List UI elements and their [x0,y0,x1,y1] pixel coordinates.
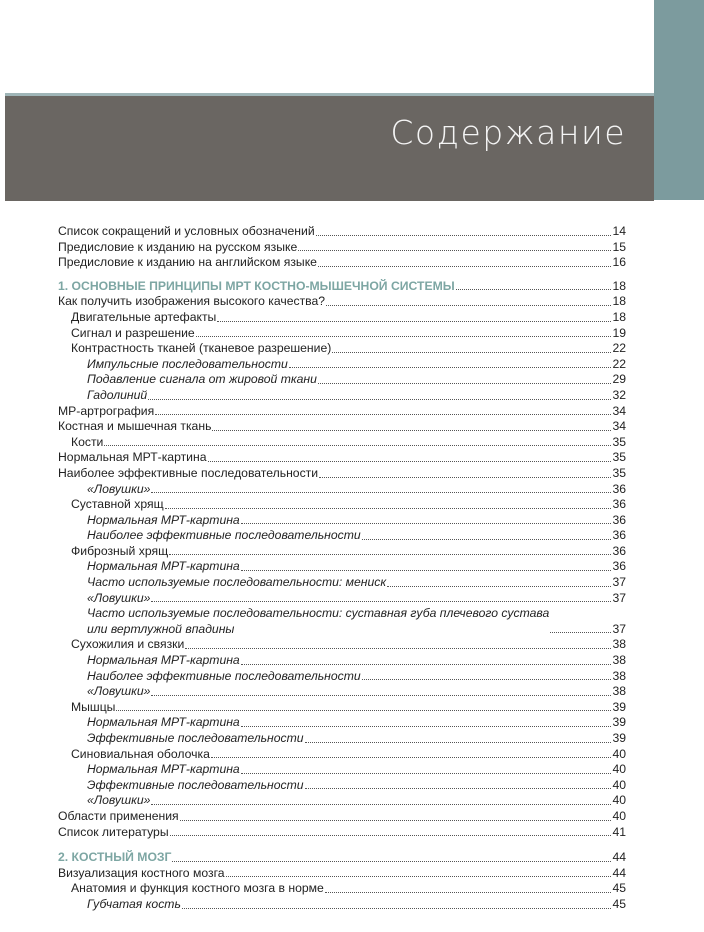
toc-entry[interactable]: Контрастность тканей (тканевое разрешение) 22 [71,341,626,356]
toc-entry[interactable]: «Ловушки» 38 [87,684,626,699]
teal-corner-strip [654,0,704,200]
toc-entry[interactable]: Гадолиний 32 [87,387,626,402]
toc-entry[interactable]: Мышцы 39 [71,699,626,714]
toc-entry[interactable]: Эффективные последовательности 40 [87,777,626,792]
toc-entry[interactable]: Губчатая кость 45 [87,896,626,911]
toc-entry[interactable]: Области применения 40 [58,808,626,823]
toc-entry[interactable]: Импульсные последовательности 22 [87,356,626,371]
toc-entry[interactable]: Суставной хрящ 36 [71,497,626,512]
toc-entry[interactable]: «Ловушки» 36 [87,481,626,496]
toc-entry[interactable]: Двигательные артефакты 18 [71,309,626,324]
toc-entry[interactable]: Предисловие к изданию на русском языке 15 [58,239,626,254]
toc-entry[interactable]: Нормальная МРТ-картина 39 [87,715,626,730]
toc-entry[interactable]: Наиболее эффективные последовательности 38 [87,668,626,683]
toc-entry[interactable]: Наиболее эффективные последовательности 36 [87,528,626,543]
toc-chapter-1[interactable]: 1. ОСНОВНЫЕ ПРИНЦИПЫ МРТ КОСТНО-МЫШЕЧНОЙ СИСТЕМЫ 18 [58,278,626,293]
toc-entry[interactable]: Список сокращений и условных обозначений 14 [58,224,626,238]
table-of-contents [58,224,626,913]
toc-entry[interactable]: Часто используемые последовательности: мениск 37 [87,575,626,590]
toc-entry[interactable]: Нормальная МРТ-картина 35 [58,450,626,465]
toc-entry[interactable]: Фиброзный хрящ 36 [71,543,626,558]
toc-entry[interactable]: Визуализация костного мозга 44 [58,865,626,880]
toc-entry[interactable]: Сухожилия и связки 38 [71,637,626,652]
toc-entry[interactable]: Костная и мышечная ткань 34 [58,419,626,434]
toc-entry[interactable]: Нормальная МРТ-картина 36 [87,559,626,574]
toc-entry[interactable]: Кости 35 [71,434,626,449]
toc-entry[interactable]: МР-артрография 34 [58,403,626,418]
toc-entry[interactable]: Как получить изображения высокого качества? 18 [58,294,626,309]
toc-entry[interactable]: Нормальная МРТ-картина 40 [87,762,626,777]
toc-entry[interactable]: Синовиальная оболочка 40 [71,746,626,761]
toc-entry[interactable]: Список литературы 41 [58,824,626,839]
toc-entry[interactable]: «Ловушки» 37 [87,590,626,605]
toc-entry[interactable]: Подавление сигнала от жировой ткани 29 [87,372,626,387]
toc-entry[interactable]: Анатомия и функция костного мозга в норме 45 [71,881,626,896]
toc-entry[interactable]: «Ловушки» 40 [87,793,626,808]
toc-entry[interactable]: Нормальная МРТ-картина 36 [87,512,626,527]
toc-entry[interactable]: Сигнал и разрешение 19 [71,325,626,340]
toc-entry[interactable]: Нормальная МРТ-картина 38 [87,653,626,668]
page-title: Содержание [390,113,626,152]
toc-entry[interactable]: Часто используемые последовательности: суставная губа плечевого сустава или вертлужной впадины 37 [87,606,626,636]
toc-entry[interactable]: Наиболее эффективные последовательности 35 [58,465,626,480]
header-top-rule [5,93,654,96]
toc-entry[interactable]: Предисловие к изданию на английском языке 16 [58,255,626,270]
toc-chapter-2[interactable]: 2. КОСТНЫЙ МОЗГ 44 [58,850,626,865]
toc-entry[interactable]: Эффективные последовательности 39 [87,731,626,745]
